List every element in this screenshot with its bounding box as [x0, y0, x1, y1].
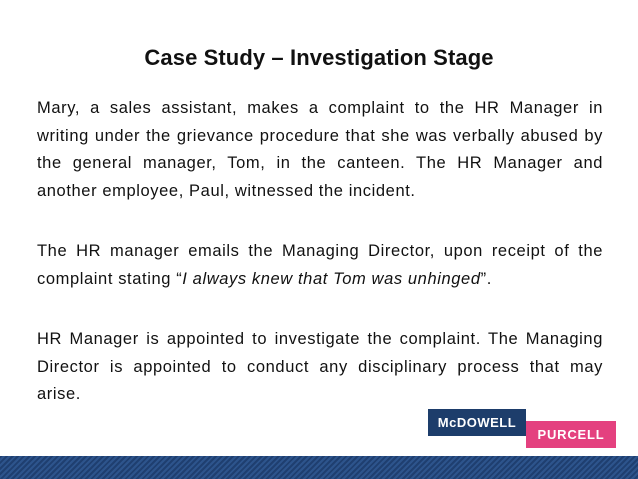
paragraph-email: [37, 238, 603, 293]
logo-bottom-word: PURCELL: [526, 421, 616, 448]
mcdowell-purcell-logo: [428, 409, 616, 448]
slide-title: Case Study – Investigation Stage: [144, 45, 494, 70]
logo-top-word: McDOWELL: [428, 409, 526, 436]
paragraph-email-after: ”.: [480, 269, 492, 288]
footer-bar: [0, 456, 638, 479]
paragraph-email-quote: I always knew that Tom was unhinged: [182, 269, 481, 288]
paragraph-appointment: HR Manager is appointed to investigate the complaint. The Managing Director is appointed to conduct any disciplinary process that may arise.: [37, 330, 603, 403]
paragraph-email-before: The HR manager emails the Managing Director, upon receipt of the complaint stating “: [37, 242, 603, 288]
paragraph-complaint: Mary, a sales assistant, makes a complaint to the HR Manager in writing under the grievance procedure that she was verbally abused by the general manager, Tom, in the canteen. The HR Manager and another employee, Paul, witnessed the incident.: [37, 99, 603, 200]
